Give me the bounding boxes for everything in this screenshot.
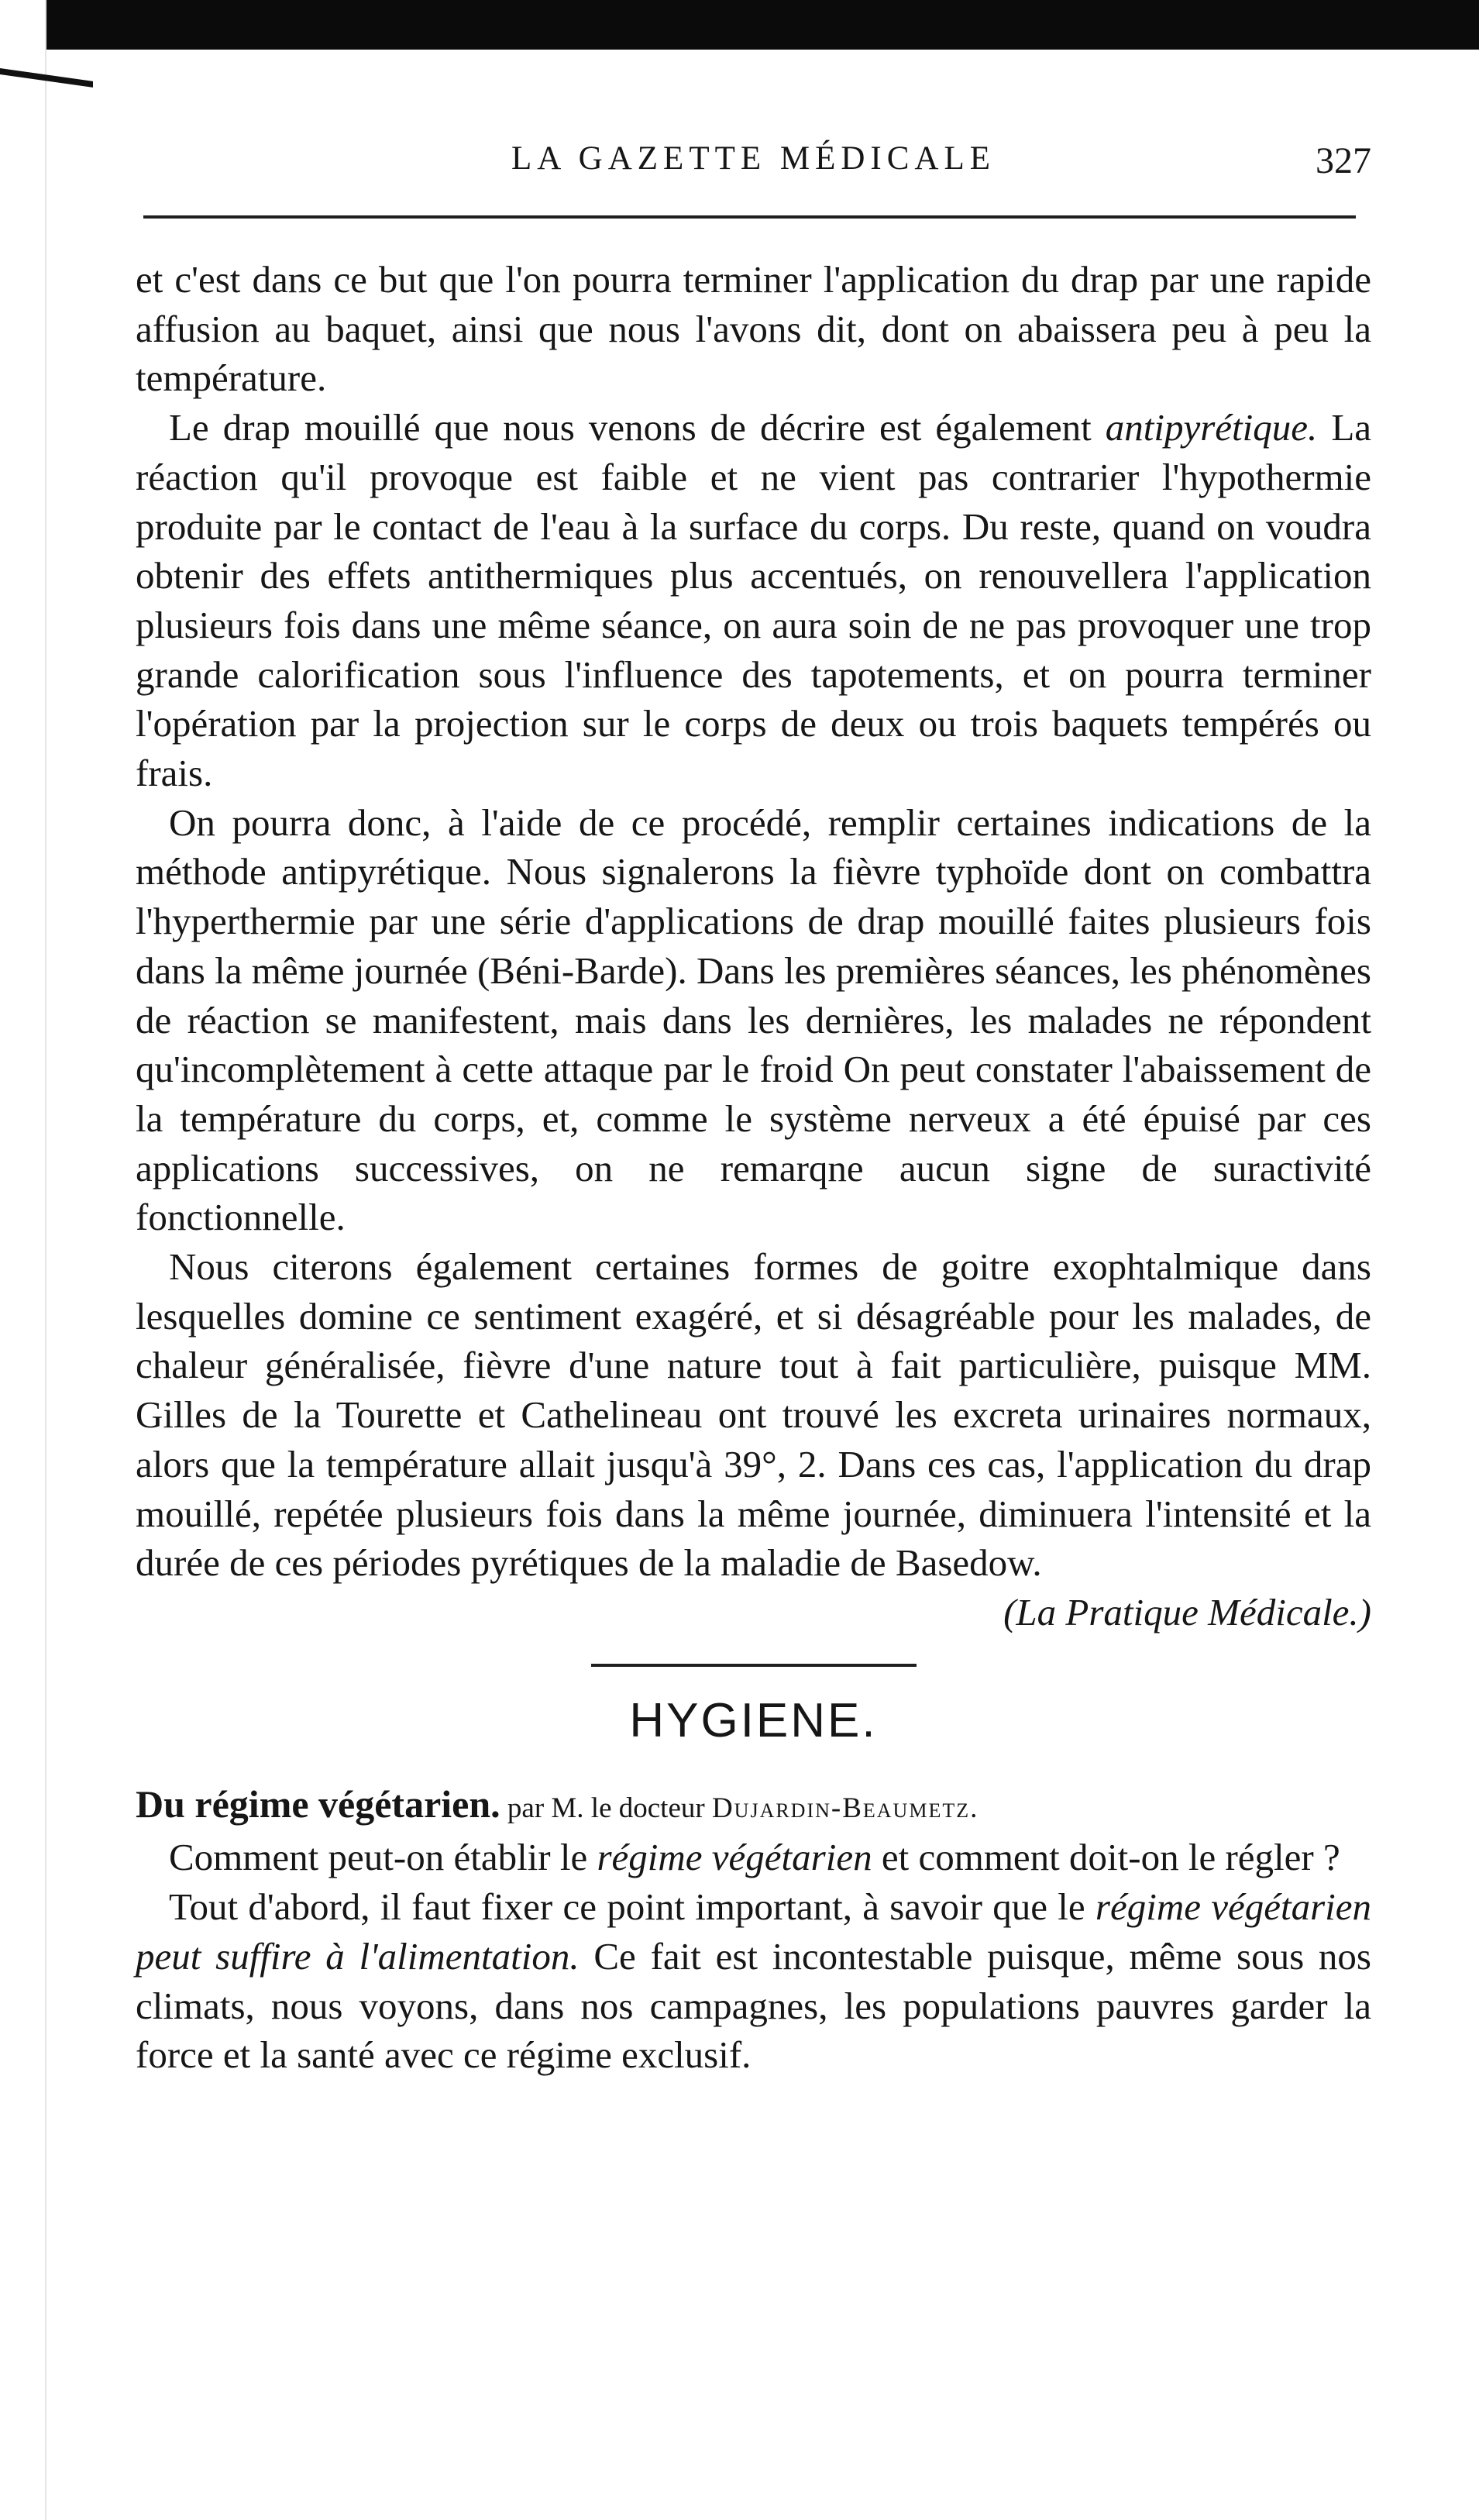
running-head [136, 139, 1371, 186]
paragraph-2-start: Le drap mouillé que nous venons de décrire est également [169, 406, 1106, 449]
article-paragraph-2-end: Ce fait est incontestable puisque, même sous nos climats, nous voyons, dans nos campagnes, les populations pauvres garder la force et la santé avec ce régime exclusif. [136, 1934, 1371, 2077]
paragraph-4: Nous citerons également certaines formes de goitre exophtalmique dans lesquelles domine ce sentiment exagéré, et si désagréable pour les malades, de chaleur généralisée, fièvre d'une nature tout à fait particulière, puisque MM. Gilles de la Tourette et Cathelineau ont trouvé les excreta urinaires normaux, alors que la température allait jusqu'à 39°, 2. Dans ces cas, l'application du drap mouillé, repétée plusieurs fois dans la même journée, diminuera l'intensité et la durée de ces périodes pyrétiques de la maladie de Basedow. [136, 1245, 1371, 1585]
article-paragraph-1-italic: régime végétarien [597, 1836, 872, 1879]
section-divider [591, 1664, 917, 1667]
paragraph-3: On pourra donc, à l'aide de ce procédé, remplir certaines indications de la méthode antipyrétique. Nous signalerons la fièvre typhoïde dont on combattra l'hyperthermie par une série d'applications de drap mouillé faites plusieurs fois dans la même journée (Béni-Barde). Dans les premières séances, les phénomènes de réaction se manifestent, mais dans les dernières, les malades ne répondent qu'incomplètement à cette attaque par le froid On peut constater l'abaissement de la température du corps, et, comme le système nerveux a été épuisé par ces applications successives, on ne remarqne aucun signe de suractivité fonctionnelle. [136, 800, 1371, 1239]
article-title: Du régime végétarien. [136, 1782, 500, 1826]
running-title: LA GAZETTE MÉDICALE [511, 140, 996, 177]
article-paragraph-1 [136, 1833, 1371, 1882]
article-heading [136, 1780, 1371, 1833]
paragraph-2 [136, 403, 1371, 798]
scan-left-margin [0, 0, 46, 2520]
article-author-prefix: par M. le docteur [500, 1792, 712, 1824]
article-paragraph-2 [136, 1882, 1371, 2080]
section-title: HYGIENE. [629, 1693, 878, 1747]
article-body [136, 1833, 1371, 2080]
paragraph-1: et c'est dans ce but que l'on pourra terminer l'application du drap par une rapide affusion au baquet, ainsi que nous l'avons dit, dont on abaissera peu à peu la température. [136, 258, 1371, 400]
header-rule [143, 215, 1356, 219]
page-number: 327 [1316, 140, 1371, 181]
article-body-continued [136, 255, 1371, 1637]
article-paragraph-1-start: Comment peut-on établir le [169, 1836, 597, 1879]
article-paragraph-2-start: Tout d'abord, il faut fixer ce point important, à savoir que le [169, 1885, 1095, 1929]
scan-top-border [0, 0, 1479, 50]
source-citation: (La Pratique Médicale.) [1003, 1590, 1371, 1634]
paragraph-2-italic: antipyrétique. [1105, 406, 1318, 449]
article-author: Dujardin-Beaumetz. [711, 1792, 979, 1824]
article-paragraph-1-end: et comment doit-on le régler ? [872, 1836, 1340, 1879]
document-page [136, 139, 1371, 2080]
article-paragraph-2-italic: régime végétarien peut suffire à l'alimentation. [136, 1885, 1372, 1978]
paragraph-2-end: La réaction qu'il provoque est faible et ne vient pas contrarier l'hypothermie produite par le contact de l'eau à la surface du corps. Du reste, quand on voudra obtenir des effets antithermiques plus accentués, on renouvellera l'application plusieurs fois dans une même séance, on aura soin de ne pas provoquer une trop grande calorification sous l'influence des tapotements, et on pourra terminer l'opération par la projection sur le corps de deux ou trois baquets tempérés ou frais. [136, 406, 1371, 795]
